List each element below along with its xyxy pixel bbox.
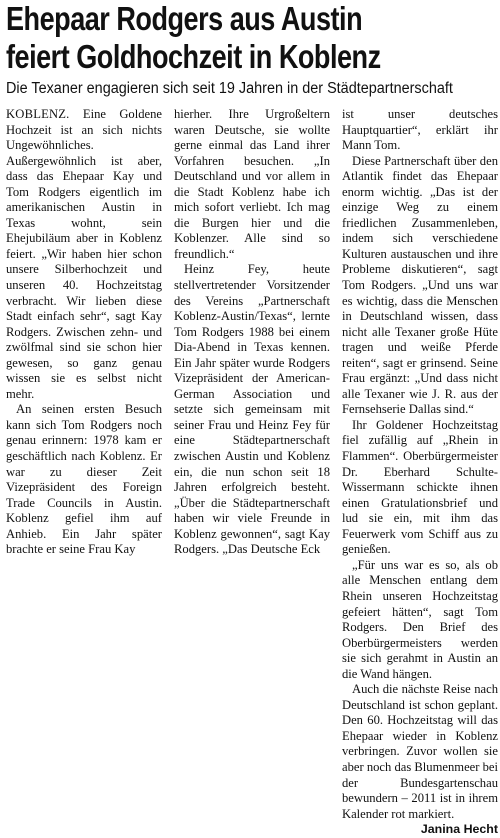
dateline: KOBLENZ.: [6, 107, 70, 121]
paragraph: An seinen ersten Besuch kann sich Tom Rodgers noch genau erinnern: 1978 kam er geschäftlich nach Koblenz. Er war zu dieser Zeit Vizepräsident des Foreign Trade Councils in Austin. Koblenz gefiel ihm auf Anhieb. Ein Jahr später brachte er seine Frau Kay: [6, 402, 162, 557]
headline: [6, 0, 409, 76]
paragraph: Auch die nächste Reise nach Deutschland ist schon geplant. Den 60. Hochzeitstag will das Ehepaar wieder in Koblenz verbringen. Zuvor wollen sie aber noch das Blumenmeer bei der Bundesgartenschau bewundern – 2011 ist in ihrem Kalender rot markiert.: [342, 682, 498, 821]
paragraph: Heinz Fey, heute stellvertretender Vorsitzender des Vereins „Partnerschaft Koblenz-Austin/Texas“, lernte Tom Rodgers 1988 bei einem Dia-Abend in Texas kennen. Ein Jahr später wurde Rodgers Vizepräsident der American-German Association und setzte sich gemeinsam mit seiner Frau und Heinz Fey für eine Städtepartnerschaft zwischen Austin und Koblenz ein, die nun schon seit 18 Jahren erfolgreich besteht. „Über die Städtepartnerschaft haben wir viele Freunde in Koblenz gewonnen“, sagt Kay Rodgers. „Das Deutsche Eck: [174, 262, 330, 557]
paragraph-text: Eine Goldene Hochzeit ist an sich nichts Ungewöhnliches. Außergewöhnlich ist aber, dass das Ehepaar Kay und Tom Rodgers eigentlich im amerikanischen Austin in Texas wohnt, sein Ehejubiläum aber in Koblenz feiert. „Wir haben hier schon unsere Silberhochzeit und unseren 40. Hochzeitstag verbracht. Wir lieben diese Stadt einfach sehr“, sagt Kay Rodgers. Zwischen zehn- und zwölfmal sind sie schon hier gewesen, so ganz genau wissen sie es selbst nicht mehr.: [6, 107, 162, 401]
subheadline: Die Texaner engagieren sich seit 19 Jahren in der Städtepartnerschaft: [6, 80, 453, 97]
article-body: [6, 107, 498, 837]
headline-line-2: feiert Goldhochzeit in Koblenz: [6, 38, 381, 75]
paragraph: hierher. Ihre Urgroßeltern waren Deutsche, sie wollte gerne einmal das Land ihrer Vorfahren besuchen. „In Deutschland und vor allem in die Stadt Koblenz habe ich mich sofort verliebt. Ich mag die Burgen hier und die Koblenzer. Alle sind so freundlich.“: [174, 107, 330, 261]
article-column-3: [342, 107, 498, 837]
article-column-1: [6, 107, 162, 559]
article-column-2: [174, 107, 330, 559]
author-byline: Janina Hecht: [420, 822, 498, 837]
headline-line-1: Ehepaar Rodgers aus Austin: [6, 0, 363, 37]
paragraph: Ihr Goldener Hochzeitstag fiel zufällig auf „Rhein in Flammen“. Oberbürgermeister Dr. Eberhard Schulte-Wissermann schickte ihnen einen Gratulationsbrief und lud sie ein, mit ihm das Feuerwerk vom Schiff aus zu genießen.: [342, 417, 498, 557]
paragraph: „Für uns war es so, als ob alle Menschen entlang dem Rhein unseren Hochzeitstag gefeiert hätten“, sagt Tom Rodgers. Den Brief des Oberbürgermeisters werden sie sich gerahmt in Austin an die Wand hängen.: [342, 557, 498, 681]
paragraph: [6, 107, 162, 402]
paragraph: Diese Partnerschaft über den Atlantik findet das Ehepaar enorm wichtig. „Das ist der einzige Weg zu einem friedlichen Zusammenleben, indem sich verschiedene Kulturen austauschen und ihre Probleme diskutieren“, sagt Tom Rodgers. „Und uns war es wichtig, dass die Menschen in Deutschland wissen, dass nicht alle Texaner große Hüte tragen und weiße Pferde reiten“, sagt er grinsend. Seine Frau ergänzt: „Und dass nicht alle Texaner wie J. R. aus der Fernsehserie Dallas sind.“: [342, 153, 498, 417]
paragraph: ist unser deutsches Hauptquartier“, erklärt ihr Mann Tom.: [342, 107, 498, 153]
